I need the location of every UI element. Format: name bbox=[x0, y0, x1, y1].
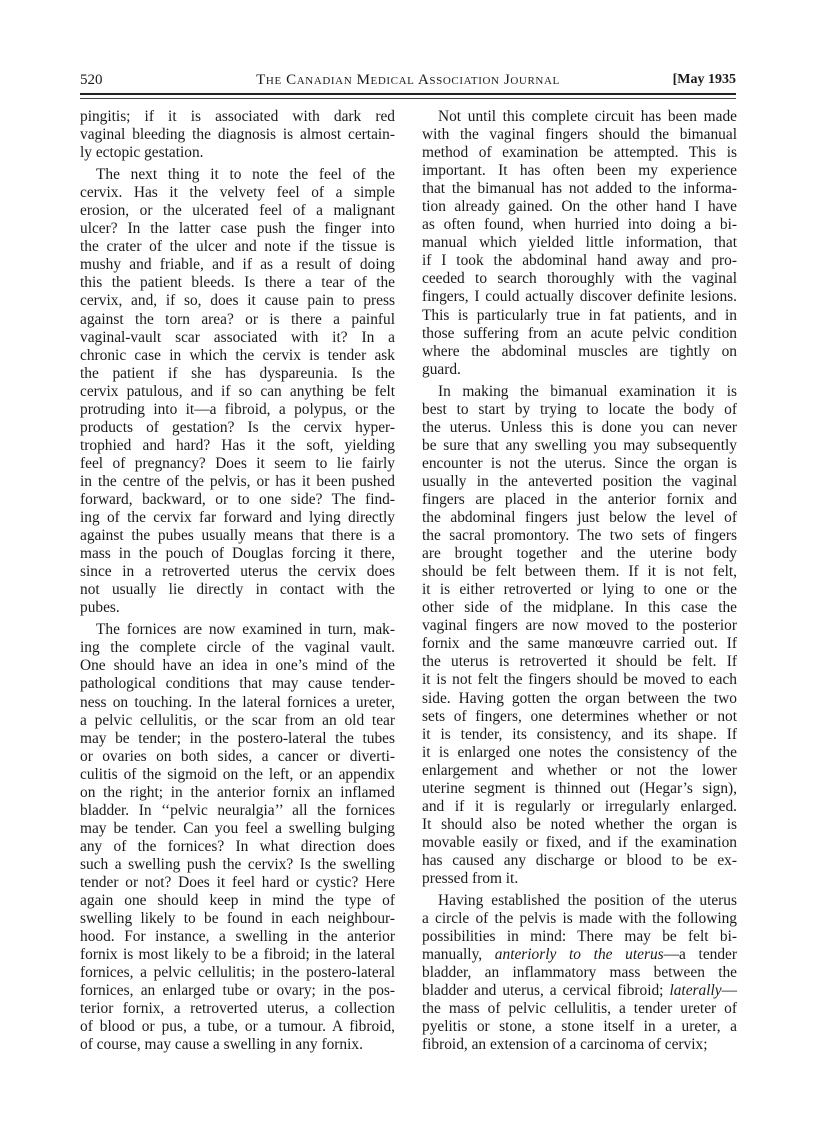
text-segment: — bbox=[721, 982, 737, 1000]
text-line: ness on touching. In the lateral fornices a ureter, bbox=[80, 693, 395, 711]
text-line: fingers are placed in the anterior fornix and bbox=[422, 490, 737, 508]
text-line: The fornices are now examined in turn, mak- bbox=[96, 621, 395, 639]
text-line: those suffering from an acute pelvic condition bbox=[422, 324, 737, 342]
text-line: tender or not? Does it feel hard or cystic? Here bbox=[80, 873, 395, 891]
text-line bbox=[422, 946, 737, 964]
text-line: Having established the position of the uterus bbox=[438, 892, 737, 910]
text-line: mushy and friable, and if as a result of doing bbox=[80, 256, 395, 274]
header-rule-thick bbox=[80, 93, 736, 95]
text-line: against the torn area? or is there a painful bbox=[80, 310, 395, 328]
text-line: that the bimanual has not added to the informa- bbox=[422, 180, 737, 198]
text-line: forward, backward, or to one side? The find- bbox=[80, 490, 395, 508]
text-line: pathological conditions that may cause tender- bbox=[80, 675, 395, 693]
text-line: vaginal bleeding the diagnosis is almost certain- bbox=[80, 126, 395, 144]
text-line: swelling likely to be found in each neighbour- bbox=[80, 910, 395, 928]
text-line: vaginal fingers are now moved to the posterior bbox=[422, 617, 737, 635]
text-line: the sacral promontory. The two sets of fingers bbox=[422, 527, 737, 545]
text-line: mass in the pouch of Douglas forcing it there, bbox=[80, 545, 395, 563]
right-column bbox=[422, 108, 737, 1058]
text-line: may be tender; in the postero-lateral the tubes bbox=[80, 729, 395, 747]
text-line: In making the bimanual examination it is bbox=[438, 382, 737, 400]
text-line bbox=[422, 982, 737, 1000]
text-line: as often found, when hurried into doing a bi- bbox=[422, 216, 737, 234]
text-line: trophied and hard? Has it the soft, yielding bbox=[80, 436, 395, 454]
text-line: the uterus. Unless this is done you can never bbox=[422, 418, 737, 436]
text-line: the patient if she has dyspareunia. Is the bbox=[80, 364, 395, 382]
text-line: again one should keep in mind the type of bbox=[80, 892, 395, 910]
text-line: uterine segment is thinned out (Hegar’s sign), bbox=[422, 779, 737, 797]
text-line: hood. For instance, a swelling in the anterior bbox=[80, 928, 395, 946]
paragraph bbox=[80, 621, 395, 1054]
text-line: ing of the cervix far forward and lying directly bbox=[80, 509, 395, 527]
page-number: 520 bbox=[80, 72, 103, 88]
text-line: vaginal-vault scar associated with it? In a bbox=[80, 328, 395, 346]
text-line: erosion, or the ulcerated feel of a malignant bbox=[80, 202, 395, 220]
text-line: should be felt between them. If it is not felt, bbox=[422, 563, 737, 581]
left-column bbox=[80, 108, 395, 1058]
paragraph bbox=[422, 892, 737, 1054]
text-line: culitis of the sigmoid on the left, or an appendix bbox=[80, 765, 395, 783]
text-line: enlargement and whether or not the lower bbox=[422, 761, 737, 779]
text-line: in the centre of the pelvis, or has it been pushed bbox=[80, 472, 395, 490]
text-line: the abdominal fingers just below the level of bbox=[422, 509, 737, 527]
text-line: of blood or pus, a tube, or a tumour. A fibroid, bbox=[80, 1018, 395, 1036]
text-line: Not until this complete circuit has been made bbox=[438, 108, 737, 125]
text-line: on the right; in the anterior fornix an inflamed bbox=[80, 783, 395, 801]
text-line: cervix patulous, and if so can anything be felt bbox=[80, 382, 395, 400]
text-line: other side of the midplane. In this case the bbox=[422, 599, 737, 617]
text-line: the crater of the ulcer and note if the tissue is bbox=[80, 238, 395, 256]
text-line: any of the fornices? In what direction does bbox=[80, 837, 395, 855]
text-line: This is particularly true in fat patients, and in bbox=[422, 306, 737, 324]
text-line: sets of fingers, one determines whether or not bbox=[422, 707, 737, 725]
text-line: movable easily or fixed, and if the examination bbox=[422, 833, 737, 851]
text-line: it is tender, its consistency, and its shape. If bbox=[422, 725, 737, 743]
text-line: of course, may cause a swelling in any fornix. bbox=[80, 1036, 363, 1054]
text-line: It should also be noted whether the organ is bbox=[422, 815, 737, 833]
text-line: it is enlarged one notes the consistency of the bbox=[422, 743, 737, 761]
text-segment: bladder and uterus, a cervical fibroid; bbox=[422, 982, 670, 1000]
text-segment: manually, bbox=[422, 946, 495, 964]
text-line: chronic case in which the cervix is tender ask bbox=[80, 346, 395, 364]
text-line: where the abdominal muscles are tightly on bbox=[422, 342, 737, 360]
italic-text: anteriorly to the uterus bbox=[494, 946, 664, 964]
text-line: side. Having gotten the organ between the two bbox=[422, 689, 737, 707]
text-line: feel of pregnancy? Does it seem to lie fairly bbox=[80, 454, 395, 472]
text-line: with the vaginal fingers should the bimanual bbox=[422, 126, 737, 144]
text-segment: —a tender bbox=[663, 946, 737, 964]
paragraph bbox=[80, 166, 395, 617]
text-line: pubes. bbox=[80, 599, 120, 617]
text-line: the mass of pelvic cellulitis, a tender ureter of bbox=[422, 1000, 737, 1018]
text-line: important. It has often been my experience bbox=[422, 162, 737, 180]
text-line: method of examination be attempted. This is bbox=[422, 144, 737, 162]
text-line: be sure that any swelling you may subsequently bbox=[422, 436, 737, 454]
text-line: fornices, an enlarged tube or ovary; in the pos- bbox=[80, 982, 395, 1000]
text-line: this the patient bleeds. Is there a tear of the bbox=[80, 274, 395, 292]
text-line: ly ectopic gestation. bbox=[80, 144, 204, 162]
text-line: bladder, an inflammatory mass between the bbox=[422, 964, 737, 982]
italic-text: laterally bbox=[669, 982, 722, 1000]
issue-date: [May 1935 bbox=[672, 72, 736, 87]
text-line: or ovaries on both sides, a cancer or diverti- bbox=[80, 747, 395, 765]
text-line: ceeded to search thoroughly with the vaginal bbox=[422, 270, 737, 288]
paragraph bbox=[80, 108, 395, 162]
text-line: tion already gained. On the other hand I have bbox=[422, 198, 737, 216]
text-line: ulcer? In the latter case push the finger into bbox=[80, 220, 395, 238]
text-line: the uterus is retroverted it should be felt. If bbox=[422, 653, 737, 671]
text-line: fingers, I could actually discover definite lesions. bbox=[422, 288, 737, 306]
text-line: and if it is regularly or irregularly enlarged. bbox=[422, 797, 737, 815]
paragraph bbox=[422, 108, 737, 379]
text-line: manual which yielded little information, that bbox=[422, 234, 737, 252]
text-line: ing the complete circle of the vaginal vault. bbox=[80, 639, 395, 657]
text-line: terior fornix, a retroverted uterus, a collection bbox=[80, 1000, 395, 1018]
paragraph bbox=[422, 383, 737, 888]
text-line: pressed from it. bbox=[422, 869, 519, 887]
text-line: not usually lie directly in contact with the bbox=[80, 581, 395, 599]
text-line: may be tender. Can you feel a swelling bulging bbox=[80, 819, 395, 837]
text-line: if I took the abdominal hand away and pro- bbox=[422, 252, 737, 270]
text-line: fibroid, an extension of a carcinoma of cervix; bbox=[422, 1036, 708, 1054]
text-line: cervix, and, if so, does it cause pain to press bbox=[80, 292, 395, 310]
header-rule-thin bbox=[80, 98, 736, 99]
text-line: fornix and the same manœuvre carried out. If bbox=[422, 635, 737, 653]
text-line: guard. bbox=[422, 360, 461, 378]
text-line: bladder. In ‘‘pelvic neuralgia’’ all the fornices bbox=[80, 801, 395, 819]
text-line: a circle of the pelvis is made with the following bbox=[422, 910, 737, 928]
text-line: since in a retroverted uterus the cervix does bbox=[80, 563, 395, 581]
text-line: pingitis; if it is associated with dark red bbox=[80, 108, 395, 125]
text-line: The next thing it to note the feel of the bbox=[96, 166, 395, 184]
text-line: it is either retroverted or lying to one or the bbox=[422, 581, 737, 599]
text-line: possibilities in mind: There may be felt bi- bbox=[422, 928, 737, 946]
text-line: against the pubes usually means that there is a bbox=[80, 527, 395, 545]
text-line: a pelvic cellulitis, or the scar from an old tear bbox=[80, 711, 395, 729]
text-line: pyelitis or stone, a stone itself in a ureter, a bbox=[422, 1018, 737, 1036]
text-line: fornix is most likely to be a fibroid; in the lateral bbox=[80, 946, 395, 964]
text-line: encounter is not the uterus. Since the organ is bbox=[422, 454, 737, 472]
text-line: One should have an idea in one’s mind of the bbox=[80, 657, 395, 675]
text-line: fornices, a pelvic cellulitis; in the postero-lateral bbox=[80, 964, 395, 982]
text-line: cervix. Has it the velvety feel of a simple bbox=[80, 184, 395, 202]
text-line: has caused any discharge or blood to be ex- bbox=[422, 851, 737, 869]
journal-title: The Canadian Medical Association Journal bbox=[256, 72, 560, 88]
text-line: usually in the anteverted position the vaginal bbox=[422, 472, 737, 490]
text-line: such a swelling push the cervix? Is the swelling bbox=[80, 855, 395, 873]
text-line: best to start by trying to locate the body of bbox=[422, 400, 737, 418]
text-line: protruding into it—a fibroid, a polypus, or the bbox=[80, 400, 395, 418]
running-header bbox=[80, 72, 736, 92]
text-line: it is not felt the fingers should be moved to each bbox=[422, 671, 737, 689]
text-line: products of gestation? Is the cervix hyper- bbox=[80, 418, 395, 436]
text-line: are brought together and the uterine body bbox=[422, 545, 737, 563]
